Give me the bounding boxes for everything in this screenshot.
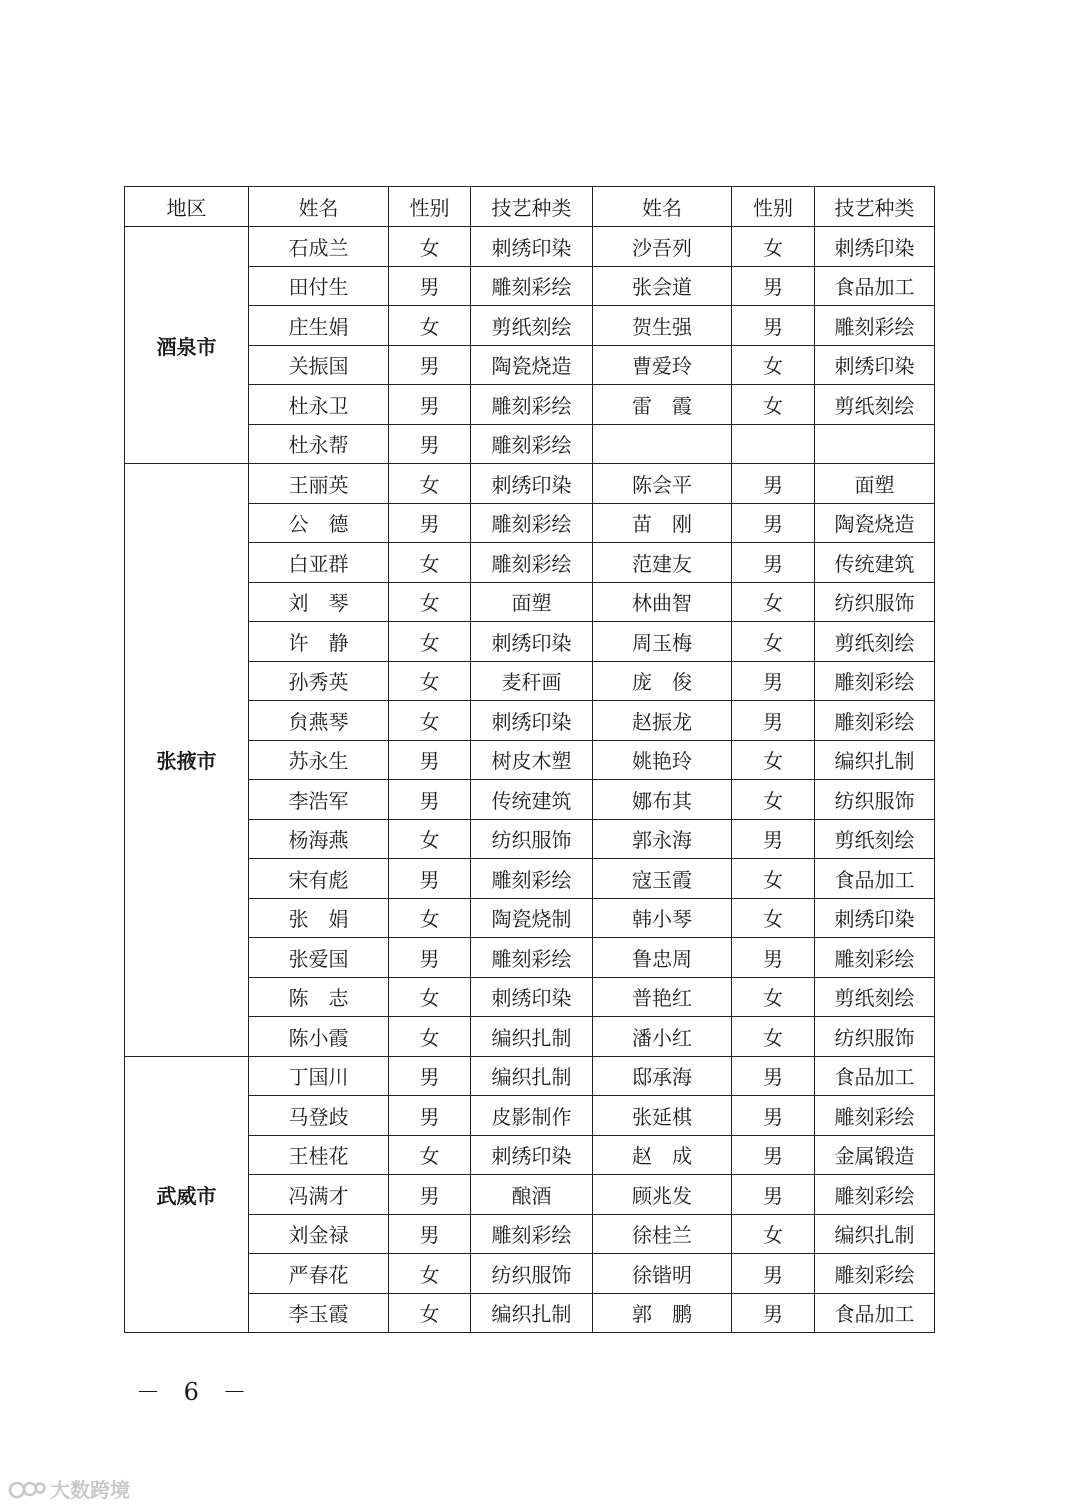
gender-cell: 男	[389, 1096, 471, 1136]
name-cell: 陈 志	[249, 977, 389, 1017]
skill-cell-2: 刺绣印染	[815, 898, 935, 938]
name-cell: 许 静	[249, 622, 389, 662]
skill-cell: 麦秆画	[471, 661, 593, 701]
name-cell: 关振国	[249, 345, 389, 385]
header-name-2: 姓名	[593, 187, 732, 227]
gender-cell-2: 女	[732, 1214, 815, 1254]
name-cell-2: 韩小琴	[593, 898, 732, 938]
watermark	[8, 1474, 130, 1503]
name-cell: 张 娟	[249, 898, 389, 938]
name-cell-2: 邸承海	[593, 1056, 732, 1096]
skill-cell: 刺绣印染	[471, 1135, 593, 1175]
name-cell: 石成兰	[249, 227, 389, 267]
name-cell: 贠燕琴	[249, 701, 389, 741]
gender-cell-2: 女	[732, 345, 815, 385]
gender-cell-2: 男	[732, 661, 815, 701]
skill-cell-2: 食品加工	[815, 859, 935, 899]
gender-cell-2: 男	[732, 1135, 815, 1175]
brand-logo-icon	[8, 1477, 46, 1501]
skill-cell: 刺绣印染	[471, 464, 593, 504]
region-cell: 武威市	[125, 1056, 249, 1333]
skill-cell-2: 雕刻彩绘	[815, 306, 935, 346]
name-cell-2: 顾兆发	[593, 1175, 732, 1215]
skill-cell: 陶瓷烧制	[471, 898, 593, 938]
skill-cell: 雕刻彩绘	[471, 424, 593, 464]
name-cell: 王桂花	[249, 1135, 389, 1175]
skill-cell-2: 编织扎制	[815, 1214, 935, 1254]
gender-cell-2: 女	[732, 898, 815, 938]
skill-cell-2: 剪纸刻绘	[815, 819, 935, 859]
name-cell-2: 庞 俊	[593, 661, 732, 701]
name-cell-2: 张会道	[593, 266, 732, 306]
header-skill: 技艺种类	[471, 187, 593, 227]
name-cell-2: 娜布其	[593, 780, 732, 820]
name-cell: 宋有彪	[249, 859, 389, 899]
skill-cell: 编织扎制	[471, 1293, 593, 1333]
name-cell-2: 鲁忠周	[593, 938, 732, 978]
region-cell: 酒泉市	[125, 227, 249, 464]
table-row	[125, 1056, 935, 1096]
gender-cell: 女	[389, 819, 471, 859]
table-body	[125, 227, 935, 1333]
skill-cell-2: 剪纸刻绘	[815, 622, 935, 662]
watermark-text: 大数跨境	[50, 1478, 130, 1502]
name-cell-2	[593, 424, 732, 464]
gender-cell-2: 男	[732, 543, 815, 583]
gender-cell-2: 男	[732, 1175, 815, 1215]
name-cell: 杜永帮	[249, 424, 389, 464]
name-cell-2: 沙吾列	[593, 227, 732, 267]
header-skill-2: 技艺种类	[815, 187, 935, 227]
gender-cell: 女	[389, 543, 471, 583]
gender-cell: 男	[389, 1175, 471, 1215]
skill-cell-2: 雕刻彩绘	[815, 701, 935, 741]
name-cell: 公 德	[249, 503, 389, 543]
skill-cell: 雕刻彩绘	[471, 938, 593, 978]
skill-cell: 传统建筑	[471, 780, 593, 820]
skill-cell-2: 陶瓷烧造	[815, 503, 935, 543]
header-name: 姓名	[249, 187, 389, 227]
skill-cell-2: 雕刻彩绘	[815, 661, 935, 701]
name-cell: 庄生娟	[249, 306, 389, 346]
gender-cell-2: 女	[732, 977, 815, 1017]
gender-cell: 男	[389, 266, 471, 306]
gender-cell: 女	[389, 227, 471, 267]
name-cell: 马登歧	[249, 1096, 389, 1136]
name-cell: 王丽英	[249, 464, 389, 504]
gender-cell-2: 男	[732, 1254, 815, 1294]
skill-cell-2: 雕刻彩绘	[815, 938, 935, 978]
name-cell: 杨海燕	[249, 819, 389, 859]
gender-cell-2: 女	[732, 227, 815, 267]
gender-cell: 男	[389, 859, 471, 899]
name-cell-2: 林曲智	[593, 582, 732, 622]
name-cell-2: 徐桂兰	[593, 1214, 732, 1254]
skill-cell: 纺织服饰	[471, 819, 593, 859]
gender-cell-2: 男	[732, 306, 815, 346]
gender-cell: 男	[389, 1214, 471, 1254]
skill-cell: 面塑	[471, 582, 593, 622]
skill-cell-2: 剪纸刻绘	[815, 977, 935, 1017]
skill-cell-2: 编织扎制	[815, 740, 935, 780]
gender-cell: 女	[389, 977, 471, 1017]
skill-cell: 纺织服饰	[471, 1254, 593, 1294]
name-cell: 刘 琴	[249, 582, 389, 622]
skill-cell: 皮影制作	[471, 1096, 593, 1136]
name-cell: 张爱国	[249, 938, 389, 978]
name-cell: 李玉霞	[249, 1293, 389, 1333]
skill-cell-2: 金属锻造	[815, 1135, 935, 1175]
skill-cell: 雕刻彩绘	[471, 859, 593, 899]
name-cell-2: 雷 霞	[593, 385, 732, 425]
gender-cell-2: 男	[732, 1096, 815, 1136]
gender-cell: 男	[389, 424, 471, 464]
skill-cell-2: 食品加工	[815, 1293, 935, 1333]
header-gender: 性别	[389, 187, 471, 227]
gender-cell-2: 女	[732, 780, 815, 820]
registry-table	[124, 186, 935, 1333]
gender-cell: 女	[389, 1293, 471, 1333]
skill-cell: 树皮木塑	[471, 740, 593, 780]
gender-cell: 男	[389, 780, 471, 820]
name-cell-2: 潘小红	[593, 1017, 732, 1057]
gender-cell-2: 男	[732, 1056, 815, 1096]
gender-cell: 女	[389, 622, 471, 662]
gender-cell-2: 女	[732, 582, 815, 622]
gender-cell-2: 男	[732, 464, 815, 504]
name-cell-2: 赵振龙	[593, 701, 732, 741]
gender-cell: 男	[389, 503, 471, 543]
skill-cell-2: 雕刻彩绘	[815, 1096, 935, 1136]
gender-cell-2: 女	[732, 740, 815, 780]
name-cell-2: 徐锴明	[593, 1254, 732, 1294]
gender-cell: 男	[389, 345, 471, 385]
skill-cell: 雕刻彩绘	[471, 503, 593, 543]
name-cell-2: 张延棋	[593, 1096, 732, 1136]
gender-cell: 女	[389, 464, 471, 504]
name-cell-2: 曹爱玲	[593, 345, 732, 385]
gender-cell-2: 男	[732, 266, 815, 306]
skill-cell: 编织扎制	[471, 1056, 593, 1096]
gender-cell-2: 男	[732, 1293, 815, 1333]
skill-cell: 编织扎制	[471, 1017, 593, 1057]
name-cell: 刘金禄	[249, 1214, 389, 1254]
gender-cell-2: 男	[732, 819, 815, 859]
name-cell: 冯满才	[249, 1175, 389, 1215]
skill-cell: 刺绣印染	[471, 977, 593, 1017]
gender-cell: 女	[389, 1017, 471, 1057]
name-cell: 孙秀英	[249, 661, 389, 701]
table-header-row	[125, 187, 935, 227]
gender-cell-2: 女	[732, 859, 815, 899]
skill-cell-2: 刺绣印染	[815, 227, 935, 267]
gender-cell: 女	[389, 898, 471, 938]
gender-cell: 男	[389, 740, 471, 780]
name-cell: 田付生	[249, 266, 389, 306]
skill-cell-2: 纺织服饰	[815, 780, 935, 820]
gender-cell-2: 女	[732, 1017, 815, 1057]
skill-cell: 雕刻彩绘	[471, 385, 593, 425]
name-cell-2: 苗 刚	[593, 503, 732, 543]
gender-cell-2: 男	[732, 701, 815, 741]
skill-cell: 刺绣印染	[471, 622, 593, 662]
skill-cell: 雕刻彩绘	[471, 543, 593, 583]
name-cell: 李浩军	[249, 780, 389, 820]
skill-cell-2: 食品加工	[815, 266, 935, 306]
header-region: 地区	[125, 187, 249, 227]
gender-cell: 男	[389, 1056, 471, 1096]
name-cell-2: 寇玉霞	[593, 859, 732, 899]
skill-cell-2	[815, 424, 935, 464]
skill-cell-2: 食品加工	[815, 1056, 935, 1096]
gender-cell-2: 男	[732, 938, 815, 978]
gender-cell: 男	[389, 938, 471, 978]
name-cell-2: 贺生强	[593, 306, 732, 346]
gender-cell-2: 女	[732, 622, 815, 662]
name-cell-2: 周玉梅	[593, 622, 732, 662]
gender-cell: 女	[389, 661, 471, 701]
skill-cell: 雕刻彩绘	[471, 266, 593, 306]
gender-cell: 女	[389, 306, 471, 346]
name-cell: 苏永生	[249, 740, 389, 780]
page-number: － 6 －	[136, 1378, 255, 1406]
skill-cell: 陶瓷烧造	[471, 345, 593, 385]
name-cell-2: 陈会平	[593, 464, 732, 504]
gender-cell-2: 女	[732, 385, 815, 425]
skill-cell-2: 面塑	[815, 464, 935, 504]
gender-cell: 男	[389, 385, 471, 425]
name-cell: 陈小霞	[249, 1017, 389, 1057]
name-cell-2: 普艳红	[593, 977, 732, 1017]
gender-cell-2	[732, 424, 815, 464]
name-cell: 白亚群	[249, 543, 389, 583]
name-cell: 严春花	[249, 1254, 389, 1294]
gender-cell: 女	[389, 1254, 471, 1294]
region-cell: 张掖市	[125, 464, 249, 1057]
skill-cell-2: 纺织服饰	[815, 1017, 935, 1057]
name-cell-2: 范建友	[593, 543, 732, 583]
skill-cell-2: 雕刻彩绘	[815, 1254, 935, 1294]
skill-cell: 酿酒	[471, 1175, 593, 1215]
skill-cell-2: 剪纸刻绘	[815, 385, 935, 425]
skill-cell: 剪纸刻绘	[471, 306, 593, 346]
gender-cell-2: 男	[732, 503, 815, 543]
skill-cell: 刺绣印染	[471, 227, 593, 267]
gender-cell: 女	[389, 701, 471, 741]
gender-cell: 女	[389, 582, 471, 622]
skill-cell: 刺绣印染	[471, 701, 593, 741]
table-row	[125, 464, 935, 504]
name-cell-2: 姚艳玲	[593, 740, 732, 780]
name-cell-2: 郭永海	[593, 819, 732, 859]
name-cell-2: 赵 成	[593, 1135, 732, 1175]
name-cell-2: 郭 鹏	[593, 1293, 732, 1333]
skill-cell-2: 纺织服饰	[815, 582, 935, 622]
skill-cell-2: 刺绣印染	[815, 345, 935, 385]
skill-cell-2: 雕刻彩绘	[815, 1175, 935, 1215]
gender-cell: 女	[389, 1135, 471, 1175]
name-cell: 杜永卫	[249, 385, 389, 425]
skill-cell: 雕刻彩绘	[471, 1214, 593, 1254]
header-gender-2: 性别	[732, 187, 815, 227]
name-cell: 丁国川	[249, 1056, 389, 1096]
table-row	[125, 227, 935, 267]
skill-cell-2: 传统建筑	[815, 543, 935, 583]
